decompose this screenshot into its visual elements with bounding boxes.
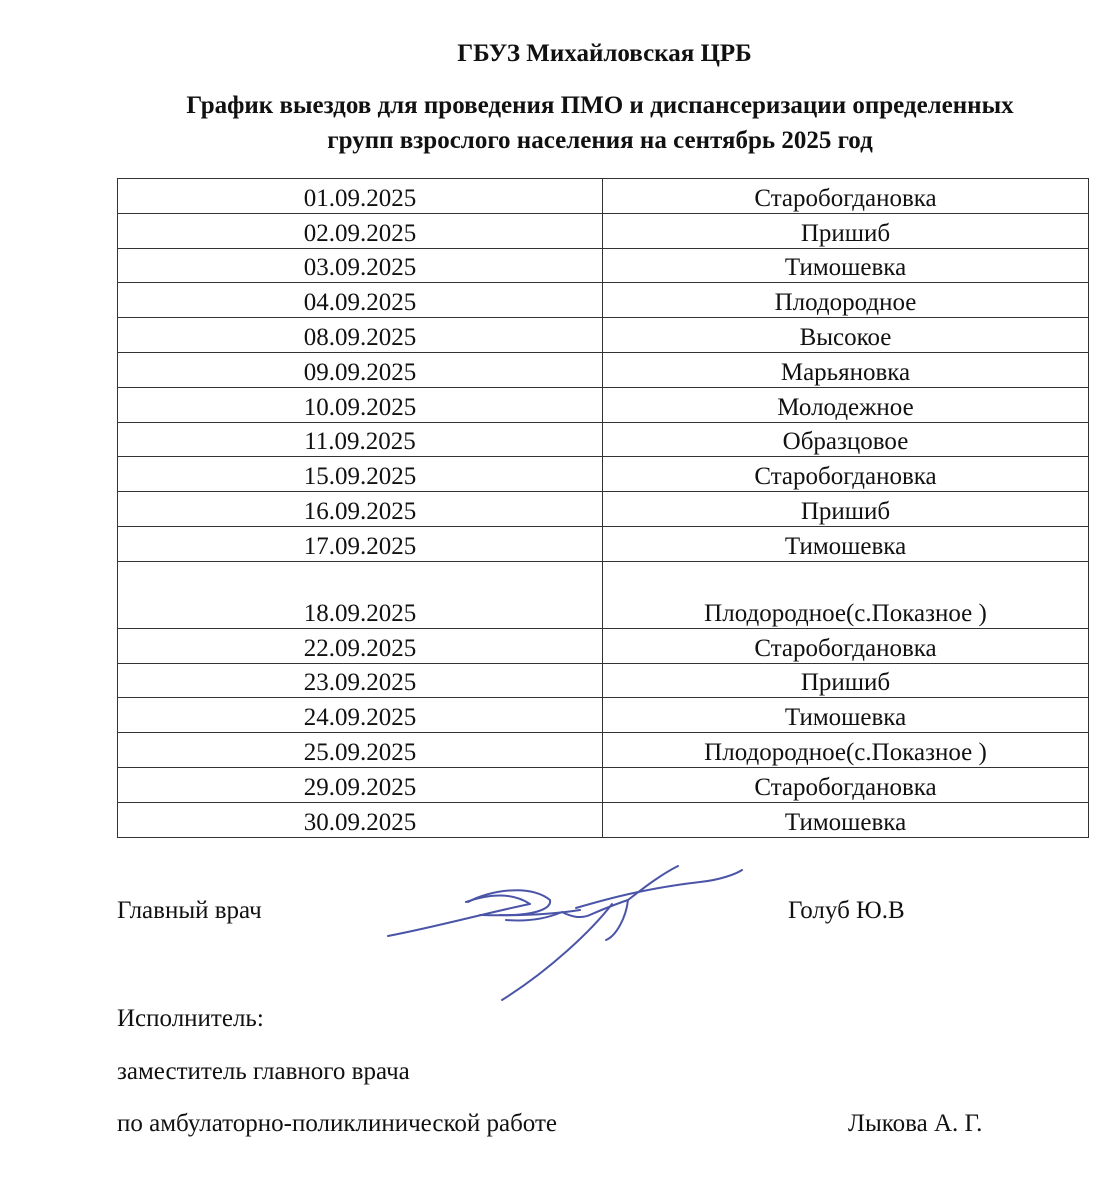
place-cell: Старобогдановка xyxy=(603,457,1089,492)
date-cell: 10.09.2025 xyxy=(118,387,603,422)
place-cell: Плодородное(с.Показное ) xyxy=(603,733,1089,768)
place-cell: Молодежное xyxy=(603,387,1089,422)
document-title-line-1: График выездов для проведения ПМО и диспансеризации определенных xyxy=(186,92,1014,119)
date-cell: 22.09.2025 xyxy=(118,628,603,663)
place-cell: Марьяновка xyxy=(603,352,1089,387)
table-row xyxy=(118,318,1089,353)
place-cell: Старобогдановка xyxy=(603,628,1089,663)
table-row xyxy=(118,387,1089,422)
date-cell: 23.09.2025 xyxy=(118,663,603,698)
table-row xyxy=(118,352,1089,387)
place-cell: Пришиб xyxy=(603,663,1089,698)
date-cell: 01.09.2025 xyxy=(118,179,603,214)
table-row xyxy=(118,628,1089,663)
place-cell: Тимошевка xyxy=(603,248,1089,283)
table-row xyxy=(118,733,1089,768)
place-cell: Плодородное(с.Показное ) xyxy=(603,561,1089,628)
date-cell: 09.09.2025 xyxy=(118,352,603,387)
place-cell: Тимошевка xyxy=(603,802,1089,837)
deputy-name: Лыкова А. Г. xyxy=(848,1110,983,1137)
document-title-line-2: групп взрослого населения на сентябрь 2025 год xyxy=(327,127,873,154)
date-cell: 29.09.2025 xyxy=(118,767,603,802)
place-cell: Пришиб xyxy=(603,492,1089,527)
date-cell: 25.09.2025 xyxy=(118,733,603,768)
place-cell: Старобогдановка xyxy=(603,767,1089,802)
date-cell: 04.09.2025 xyxy=(118,283,603,318)
place-cell: Образцовое xyxy=(603,422,1089,457)
place-cell: Пришиб xyxy=(603,213,1089,248)
date-cell: 02.09.2025 xyxy=(118,213,603,248)
table-row xyxy=(118,767,1089,802)
deputy-position-line-1: заместитель главного врача xyxy=(117,1058,410,1085)
table-row xyxy=(118,248,1089,283)
table-row xyxy=(118,179,1089,214)
handwritten-signature xyxy=(380,860,750,1010)
schedule-table xyxy=(117,178,1089,838)
place-cell: Старобогдановка xyxy=(603,179,1089,214)
date-cell: 18.09.2025 xyxy=(118,561,603,628)
place-cell: Плодородное xyxy=(603,283,1089,318)
table-row xyxy=(118,422,1089,457)
document-title xyxy=(90,88,1103,158)
place-cell: Тимошевка xyxy=(603,698,1089,733)
chief-doctor-title: Главный врач xyxy=(117,897,262,924)
place-cell: Высокое xyxy=(603,318,1089,353)
table-row xyxy=(118,526,1089,561)
organization-name: ГБУЗ Михайловская ЦРБ xyxy=(457,40,752,67)
date-cell: 16.09.2025 xyxy=(118,492,603,527)
date-cell: 30.09.2025 xyxy=(118,802,603,837)
table-row xyxy=(118,663,1089,698)
date-cell: 17.09.2025 xyxy=(118,526,603,561)
chief-doctor-name: Голуб Ю.В xyxy=(788,897,905,924)
place-cell: Тимошевка xyxy=(603,526,1089,561)
table-row xyxy=(118,213,1089,248)
table-row xyxy=(118,492,1089,527)
date-cell: 08.09.2025 xyxy=(118,318,603,353)
executor-label: Исполнитель: xyxy=(117,1005,264,1032)
table-row xyxy=(118,561,1089,628)
deputy-position-line-2: по амбулаторно-поликлинической работе xyxy=(117,1110,558,1137)
date-cell: 24.09.2025 xyxy=(118,698,603,733)
table-row xyxy=(118,457,1089,492)
date-cell: 15.09.2025 xyxy=(118,457,603,492)
table-row xyxy=(118,802,1089,837)
table-row xyxy=(118,698,1089,733)
table-row xyxy=(118,283,1089,318)
date-cell: 11.09.2025 xyxy=(118,422,603,457)
date-cell: 03.09.2025 xyxy=(118,248,603,283)
